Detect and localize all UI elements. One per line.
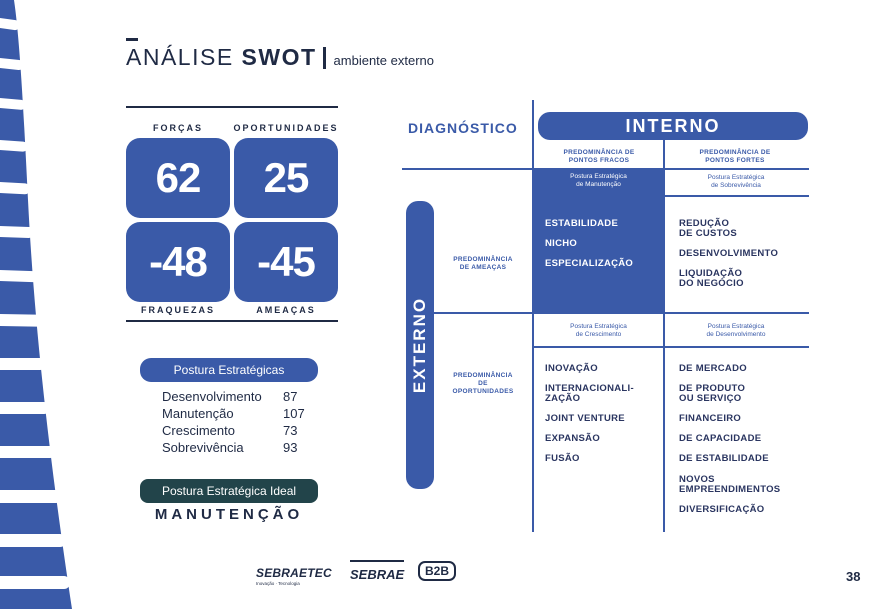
postura-title: Postura Estratégicas xyxy=(140,358,318,382)
swot-top-rule xyxy=(126,106,338,108)
row-label-line: OPORTUNIDADES xyxy=(452,388,514,395)
row-label-line: DE AMEAÇAS xyxy=(459,264,507,271)
b2b-logo xyxy=(418,561,458,587)
postura-row xyxy=(162,423,307,438)
ameacas-label: AMEAÇAS xyxy=(256,305,316,315)
list-item: FUSÃO xyxy=(545,453,580,464)
grid-horizontal-header xyxy=(402,168,809,170)
sebraetec-logo-text: SEBRAETEC xyxy=(256,566,332,580)
subheader-line: de Crescimento xyxy=(575,331,622,338)
title-light: ANÁLISE xyxy=(126,44,234,70)
list-item: INTERNACIONALI- ZAÇÃO xyxy=(545,383,634,404)
postura-row-value: 73 xyxy=(283,423,298,438)
title-bold: SWOT xyxy=(241,44,317,70)
list-item: ESPECIALIZAÇÃO xyxy=(545,258,634,269)
subheader-line: de Manutenção xyxy=(576,181,621,188)
page-subtitle: ambiente externo xyxy=(333,53,434,68)
postura-row xyxy=(162,440,307,455)
postura-row-label: Crescimento xyxy=(162,423,235,438)
col-header-line: PREDOMINÂNCIA DE xyxy=(563,149,635,156)
swot-bottom-rule xyxy=(126,320,338,322)
oportunidades-label: OPORTUNIDADES xyxy=(233,123,339,133)
title-separator xyxy=(323,47,326,69)
list-item: REDUÇÃO DE CUSTOS xyxy=(679,218,737,239)
postura-ideal-title: Postura Estratégica Ideal xyxy=(140,479,318,503)
subheader-line: Postura Estratégica xyxy=(570,173,627,180)
postura-row xyxy=(162,406,307,421)
postura-row-value: 93 xyxy=(283,440,298,455)
fraquezas-value: -48 xyxy=(126,222,230,302)
postura-ideal-value: MANUTENÇÃO xyxy=(154,506,304,523)
ameacas-value: -45 xyxy=(234,222,338,302)
col-header-line: PREDOMINÂNCIA DE xyxy=(699,149,771,156)
subheader-line: de Desenvolvimento xyxy=(706,331,766,338)
list-item: ESTABILIDADE xyxy=(545,218,619,229)
sebraetec-logo-tagline: Inovação · Tecnologia xyxy=(256,581,300,586)
col-header-line: PONTOS FRACOS xyxy=(568,157,630,164)
subheader-desenvolvimento xyxy=(670,323,802,339)
list-item: INOVAÇÃO xyxy=(545,363,598,374)
list-item: LIQUIDAÇÃO DO NEGÓCIO xyxy=(679,268,744,289)
row-label-opportunities xyxy=(446,372,520,396)
interno-header: INTERNO xyxy=(538,112,808,140)
list-item: FINANCEIRO xyxy=(679,413,742,424)
grid-horizontal-mid xyxy=(434,312,809,314)
list-item: JOINT VENTURE xyxy=(545,413,625,424)
row-label-line: DE xyxy=(478,380,488,387)
page-number: 38 xyxy=(846,569,861,584)
forcas-value: 62 xyxy=(126,138,230,218)
list-item: NOVOS EMPREENDIMENTOS xyxy=(679,474,781,495)
postura-row-label: Manutenção xyxy=(162,406,234,421)
postura-row xyxy=(162,389,307,404)
col-header-weak xyxy=(540,149,658,165)
list-item: DE PRODUTO OU SERVIÇO xyxy=(679,383,746,404)
header-accent-dash xyxy=(126,38,138,41)
row-label-line: PREDOMINÂNCIA xyxy=(453,372,513,379)
postura-row-label: Desenvolvimento xyxy=(162,389,262,404)
sebrae-logo xyxy=(350,560,406,584)
subheader-crescimento xyxy=(535,323,662,339)
list-item: DIVERSIFICAÇÃO xyxy=(679,504,765,515)
row-label-line: PREDOMINÂNCIA xyxy=(453,256,513,263)
list-item: DE MERCADO xyxy=(679,363,747,374)
col-header-strong xyxy=(672,149,798,165)
diagnostico-label: DIAGNÓSTICO xyxy=(408,120,518,136)
decorative-wave xyxy=(0,0,80,609)
grid-horizontal-sub-bottom xyxy=(533,346,809,348)
sebraetec-logo xyxy=(256,566,332,586)
externo-label-pill xyxy=(406,201,434,489)
oportunidades-value: 25 xyxy=(234,138,338,218)
grid-vertical-main xyxy=(532,100,534,532)
subheader-line: Postura Estratégica xyxy=(707,174,765,181)
list-item: NICHO xyxy=(545,238,578,249)
subheader-manutencao xyxy=(533,170,664,195)
sebrae-logo-text: SEBRAE xyxy=(350,567,405,582)
grid-horizontal-sub-top xyxy=(533,195,809,197)
list-item: DESENVOLVIMENTO xyxy=(679,248,779,259)
subheader-line: Postura Estratégica xyxy=(570,323,627,330)
externo-label: EXTERNO xyxy=(410,296,429,394)
page-title xyxy=(126,44,434,71)
subheader-line: de Sobrevivência xyxy=(711,182,761,189)
postura-row-value: 87 xyxy=(283,389,298,404)
postura-row-value: 107 xyxy=(283,406,305,421)
list-item: DE ESTABILIDADE xyxy=(679,453,769,464)
fraquezas-label: FRAQUEZAS xyxy=(141,305,215,315)
list-item: EXPANSÃO xyxy=(545,433,601,444)
postura-row-label: Sobrevivência xyxy=(162,440,244,455)
col-header-line: PONTOS FORTES xyxy=(705,157,765,164)
subheader-sobrevivencia xyxy=(670,174,802,190)
grid-vertical-mid xyxy=(663,140,665,532)
list-item: DE CAPACIDADE xyxy=(679,433,762,444)
manutencao-quadrant-highlight xyxy=(533,196,664,313)
sebrae-logo-stripe xyxy=(350,560,404,562)
row-label-threats xyxy=(446,256,520,272)
b2b-logo-text: B2B xyxy=(418,561,456,581)
forcas-label: FORÇAS xyxy=(153,123,203,133)
subheader-line: Postura Estratégica xyxy=(707,323,765,330)
